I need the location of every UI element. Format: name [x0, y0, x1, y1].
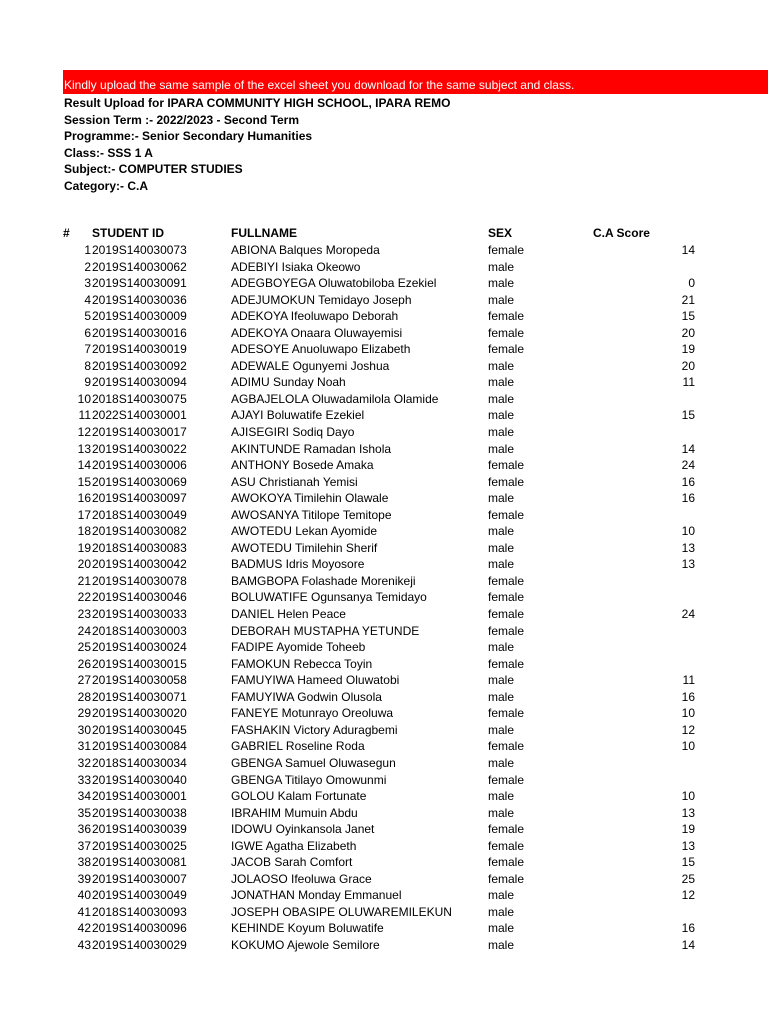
row-ca-score: 11	[682, 375, 695, 390]
row-number: 21	[77, 573, 91, 588]
row-student-id: 2019S140030097	[92, 491, 187, 506]
row-ca-score: 19	[681, 342, 695, 357]
row-fullname: FAMUYIWA Godwin Olusola	[231, 689, 382, 704]
table-row	[0, 325, 768, 342]
row-ca-score: 13	[681, 838, 695, 853]
table-row	[0, 838, 768, 855]
row-student-id: 2019S140030036	[92, 292, 187, 307]
row-sex: female	[488, 855, 525, 870]
row-fullname: FAMUYIWA Hameed Oluwatobi	[231, 673, 400, 688]
row-student-id: 2018S140030049	[92, 507, 187, 522]
row-sex: female	[488, 772, 525, 787]
row-fullname: ANTHONY Bosede Amaka	[231, 458, 374, 473]
row-fullname: AWOTEDU Lekan Ayomide	[231, 524, 378, 539]
row-sex: male	[488, 358, 515, 373]
row-sex: female	[488, 342, 525, 357]
row-sex: male	[488, 557, 515, 572]
row-number: 12	[77, 425, 91, 440]
table-row	[0, 887, 768, 904]
row-sex: male	[488, 805, 515, 820]
row-number: 17	[77, 507, 91, 522]
row-ca-score: 16	[681, 689, 695, 704]
row-student-id: 2019S140030042	[92, 557, 187, 572]
row-student-id: 2019S140030082	[92, 524, 187, 539]
row-sex: female	[488, 325, 525, 340]
row-student-id: 2019S140030040	[92, 772, 187, 787]
table-row	[0, 441, 768, 458]
row-student-id: 2019S140030038	[92, 805, 187, 820]
row-fullname: AKINTUNDE Ramadan Ishola	[231, 441, 392, 456]
table-row	[0, 606, 768, 623]
row-student-id: 2018S140030003	[92, 623, 187, 638]
row-number: 25	[77, 640, 91, 655]
row-student-id: 2019S140030062	[92, 259, 187, 274]
row-fullname: GBENGA Titilayo Omowunmi	[231, 772, 387, 787]
row-student-id: 2019S140030084	[92, 739, 187, 754]
table-row	[0, 788, 768, 805]
table-row	[0, 705, 768, 722]
class: Class:- SSS 1 A	[64, 145, 153, 160]
row-sex: male	[488, 540, 515, 555]
table-row	[0, 937, 768, 954]
row-sex: male	[488, 673, 515, 688]
row-student-id: 2018S140030093	[92, 904, 187, 919]
category: Category:- C.A	[64, 178, 149, 193]
row-fullname: JACOB Sarah Comfort	[231, 855, 353, 870]
row-sex: female	[488, 656, 525, 671]
row-fullname: BOLUWATIFE Ogunsanya Temidayo	[231, 590, 427, 605]
row-number: 16	[77, 491, 91, 506]
row-number: 3	[84, 276, 91, 291]
row-ca-score: 19	[681, 822, 695, 837]
row-ca-score: 14	[681, 937, 695, 952]
row-ca-score: 10	[681, 524, 695, 539]
row-student-id: 2019S140030069	[92, 474, 187, 489]
row-number: 28	[77, 689, 91, 704]
row-number: 24	[77, 623, 91, 638]
row-number: 8	[84, 358, 91, 373]
row-student-id: 2019S140030019	[92, 342, 187, 357]
row-number: 5	[84, 309, 91, 324]
row-ca-score: 10	[681, 789, 695, 804]
row-sex: female	[488, 739, 525, 754]
row-sex: female	[488, 507, 525, 522]
row-ca-score: 13	[681, 540, 695, 555]
row-sex: male	[488, 292, 515, 307]
table-row	[0, 540, 768, 557]
table-row	[0, 358, 768, 375]
table-row	[0, 656, 768, 673]
row-sex: male	[488, 375, 515, 390]
row-sex: female	[488, 822, 525, 837]
row-ca-score: 11	[682, 673, 695, 688]
table-row	[0, 556, 768, 573]
row-student-id: 2019S140030006	[92, 458, 187, 473]
row-student-id: 2019S140030009	[92, 309, 187, 324]
row-sex: male	[488, 391, 515, 406]
row-sex: male	[488, 640, 515, 655]
row-student-id: 2019S140030096	[92, 921, 187, 936]
table-row	[0, 259, 768, 276]
row-sex: male	[488, 524, 515, 539]
row-ca-score: 12	[681, 888, 695, 903]
row-student-id: 2019S140030078	[92, 573, 187, 588]
row-fullname: AWOKOYA Timilehin Olawale	[231, 491, 389, 506]
row-number: 30	[77, 722, 91, 737]
row-ca-score: 15	[681, 309, 695, 324]
row-sex: female	[488, 573, 525, 588]
row-sex: male	[488, 722, 515, 737]
table-row	[0, 755, 768, 772]
row-fullname: ADESOYE Anuoluwapo Elizabeth	[231, 342, 411, 357]
table-row	[0, 374, 768, 391]
row-fullname: KEHINDE Koyum Boluwatife	[231, 921, 384, 936]
row-sex: female	[488, 838, 525, 853]
table-row	[0, 507, 768, 524]
row-ca-score: 13	[681, 805, 695, 820]
row-student-id: 2019S140030022	[92, 441, 187, 456]
row-fullname: AJISEGIRI Sodiq Dayo	[231, 425, 355, 440]
table-row	[0, 738, 768, 755]
result-upload-title: Result Upload for IPARA COMMUNITY HIGH SCHOOL, IPARA REMO	[64, 96, 451, 110]
row-fullname: JOLAOSO Ifeoluwa Grace	[231, 871, 372, 886]
row-ca-score: 15	[681, 855, 695, 870]
programme: Programme:- Senior Secondary Humanities	[64, 129, 313, 143]
row-fullname: GOLOU Kalam Fortunate	[231, 789, 367, 804]
result-meta	[64, 95, 450, 194]
row-student-id: 2019S140030046	[92, 590, 187, 605]
row-sex: male	[488, 259, 515, 274]
row-sex: male	[488, 888, 515, 903]
row-fullname: JONATHAN Monday Emmanuel	[231, 888, 402, 903]
row-fullname: ADEBIYI Isiaka Okeowo	[231, 259, 361, 274]
table-row	[0, 639, 768, 656]
row-fullname: FADIPE Ayomide Toheeb	[231, 640, 366, 655]
table-row	[0, 871, 768, 888]
row-sex: male	[488, 689, 515, 704]
row-student-id: 2019S140030071	[92, 689, 187, 704]
row-number: 22	[77, 590, 91, 605]
row-number: 2	[84, 259, 91, 274]
row-number: 18	[77, 524, 91, 539]
header-fullname: FULLNAME	[231, 226, 297, 240]
row-ca-score: 16	[681, 491, 695, 506]
table-row	[0, 805, 768, 822]
table-row	[0, 722, 768, 739]
row-ca-score: 14	[681, 243, 695, 257]
row-fullname: IBRAHIM Mumuin Abdu	[231, 805, 358, 820]
table-row	[0, 589, 768, 606]
row-fullname: DANIEL Helen Peace	[231, 607, 346, 622]
row-number: 19	[77, 540, 91, 555]
row-number: 38	[77, 855, 91, 870]
row-student-id: 2019S140030092	[92, 358, 187, 373]
table-row	[0, 424, 768, 441]
row-ca-score: 24	[681, 607, 695, 622]
row-sex: male	[488, 904, 515, 919]
table-row	[0, 689, 768, 706]
row-number: 13	[77, 441, 91, 456]
row-sex: male	[488, 755, 515, 770]
row-number: 20	[77, 557, 91, 572]
table-row	[0, 341, 768, 358]
row-number: 31	[77, 739, 91, 754]
row-sex: female	[488, 309, 525, 324]
row-number: 10	[77, 391, 91, 406]
row-fullname: ADEGBOYEGA Oluwatobiloba Ezekiel	[231, 276, 437, 291]
row-student-id: 2019S140030025	[92, 838, 187, 853]
row-student-id: 2019S140030039	[92, 822, 187, 837]
table-row	[0, 623, 768, 640]
row-ca-score: 15	[681, 408, 695, 423]
row-sex: male	[488, 276, 515, 291]
row-number: 43	[77, 937, 91, 952]
session-term: Session Term :- 2022/2023 - Second Term	[64, 112, 299, 127]
row-student-id: 2019S140030094	[92, 375, 187, 390]
row-ca-score: 12	[681, 722, 695, 737]
row-student-id: 2019S140030024	[92, 640, 187, 655]
row-number: 35	[77, 805, 91, 820]
table-row	[0, 490, 768, 507]
header-sex: SEX	[488, 226, 513, 240]
row-student-id: 2022S140030001	[92, 408, 187, 423]
row-sex: male	[488, 408, 515, 423]
row-ca-score: 13	[681, 557, 695, 572]
row-ca-score: 16	[681, 474, 695, 489]
row-sex: female	[488, 871, 525, 886]
row-ca-score: 10	[681, 706, 695, 721]
row-number: 26	[77, 656, 91, 671]
table-row	[0, 920, 768, 937]
table-row	[0, 772, 768, 789]
table-header	[0, 226, 768, 242]
row-ca-score: 21	[681, 292, 695, 307]
row-fullname: AWOTEDU Timilehin Sherif	[231, 540, 378, 555]
row-fullname: ADEKOYA Onaara Oluwayemisi	[231, 325, 403, 340]
row-sex: female	[488, 706, 525, 721]
row-fullname: AGBAJELOLA Oluwadamilola Olamide	[231, 391, 439, 406]
table-row	[0, 523, 768, 540]
row-number: 15	[77, 474, 91, 489]
table-row	[0, 474, 768, 491]
row-student-id: 2018S140030075	[92, 391, 187, 406]
row-sex: male	[488, 491, 515, 506]
row-number: 41	[77, 904, 91, 919]
row-number: 7	[84, 342, 91, 357]
row-fullname: ADEKOYA Ifeoluwapo Deborah	[231, 309, 399, 324]
row-fullname: GABRIEL Roseline Roda	[231, 739, 365, 754]
table-row	[0, 407, 768, 424]
row-sex: female	[488, 590, 525, 605]
row-sex: female	[488, 607, 525, 622]
row-ca-score: 25	[681, 871, 695, 886]
row-fullname: ADIMU Sunday Noah	[231, 375, 346, 390]
row-student-id: 2019S140030033	[92, 607, 187, 622]
row-ca-score: 0	[688, 276, 695, 291]
row-number: 32	[77, 755, 91, 770]
row-sex: male	[488, 921, 515, 936]
row-fullname: FANEYE Motunrayo Oreoluwa	[231, 706, 394, 721]
row-number: 36	[77, 822, 91, 837]
row-ca-score: 20	[681, 325, 695, 340]
row-fullname: KOKUMO Ajewole Semilore	[231, 937, 380, 952]
row-student-id: 2019S140030001	[92, 789, 187, 804]
row-number: 11	[78, 408, 91, 423]
row-number: 14	[77, 458, 91, 473]
row-fullname: IGWE Agatha Elizabeth	[231, 838, 357, 853]
row-student-id: 2018S140030034	[92, 755, 187, 770]
row-student-id: 2018S140030083	[92, 540, 187, 555]
row-fullname: AWOSANYA Titilope Temitope	[231, 507, 392, 522]
table-row	[0, 275, 768, 292]
row-ca-score: 20	[681, 358, 695, 373]
upload-notice-banner: Kindly upload the same sample of the excel sheet you download for the same subject and class.	[63, 70, 768, 94]
row-student-id: 2019S140030049	[92, 888, 187, 903]
row-student-id: 2019S140030029	[92, 937, 187, 952]
row-number: 39	[77, 871, 91, 886]
row-student-id: 2019S140030015	[92, 656, 187, 671]
row-student-id: 2019S140030017	[92, 425, 187, 440]
row-student-id: 2019S140030091	[92, 276, 187, 291]
row-fullname: GBENGA Samuel Oluwasegun	[231, 755, 396, 770]
row-sex: male	[488, 789, 515, 804]
row-fullname: ASU Christianah Yemisi	[231, 474, 358, 489]
table-row	[0, 292, 768, 309]
row-fullname: AJAYI Boluwatife Ezekiel	[231, 408, 365, 423]
row-number: 4	[84, 292, 91, 307]
row-number: 1	[84, 243, 91, 257]
row-fullname: ADEWALE Ogunyemi Joshua	[231, 358, 390, 373]
table-row	[0, 308, 768, 325]
row-student-id: 2019S140030016	[92, 325, 187, 340]
row-ca-score: 10	[681, 739, 695, 754]
row-sex: male	[488, 425, 515, 440]
header-ca-score: C.A Score	[593, 226, 650, 240]
table-row	[0, 672, 768, 689]
row-student-id: 2019S140030058	[92, 673, 187, 688]
table-row	[0, 573, 768, 590]
row-ca-score: 14	[681, 441, 695, 456]
subject: Subject:- COMPUTER STUDIES	[64, 162, 243, 176]
row-fullname: JOSEPH OBASIPE OLUWAREMILEKUN	[231, 904, 452, 919]
table-row	[0, 242, 768, 259]
table-row	[0, 854, 768, 871]
table-row	[0, 904, 768, 921]
row-sex: female	[488, 623, 525, 638]
header-number: #	[63, 226, 70, 240]
row-number: 42	[77, 921, 91, 936]
student-table	[0, 242, 768, 954]
row-ca-score: 16	[681, 921, 695, 936]
row-fullname: FASHAKIN Victory Aduragbemi	[231, 722, 398, 737]
row-number: 40	[77, 888, 91, 903]
row-sex: male	[488, 937, 515, 952]
row-fullname: BAMGBOPA Folashade Morenikeji	[231, 573, 416, 588]
table-row	[0, 457, 768, 474]
table-row	[0, 821, 768, 838]
row-number: 29	[77, 706, 91, 721]
row-sex: female	[488, 458, 525, 473]
row-student-id: 2019S140030073	[92, 243, 187, 257]
row-number: 33	[77, 772, 91, 787]
row-ca-score: 24	[681, 458, 695, 473]
row-fullname: DEBORAH MUSTAPHA YETUNDE	[231, 623, 420, 638]
row-number: 6	[84, 325, 91, 340]
row-sex: male	[488, 441, 515, 456]
row-student-id: 2019S140030045	[92, 722, 187, 737]
row-number: 9	[84, 375, 91, 390]
row-number: 27	[77, 673, 91, 688]
table-row	[0, 391, 768, 408]
row-fullname: IDOWU Oyinkansola Janet	[231, 822, 375, 837]
row-fullname: ADEJUMOKUN Temidayo Joseph	[231, 292, 412, 307]
row-student-id: 2019S140030020	[92, 706, 187, 721]
row-number: 34	[77, 789, 91, 804]
row-number: 23	[77, 607, 91, 622]
row-sex: female	[488, 243, 525, 257]
row-fullname: FAMOKUN Rebecca Toyin	[231, 656, 373, 671]
row-student-id: 2019S140030081	[92, 855, 187, 870]
row-fullname: BADMUS Idris Moyosore	[231, 557, 365, 572]
header-student-id: STUDENT ID	[92, 226, 164, 240]
row-student-id: 2019S140030007	[92, 871, 187, 886]
row-number: 37	[77, 838, 91, 853]
row-sex: female	[488, 474, 525, 489]
row-fullname: ABIONA Balques Moropeda	[231, 243, 380, 257]
